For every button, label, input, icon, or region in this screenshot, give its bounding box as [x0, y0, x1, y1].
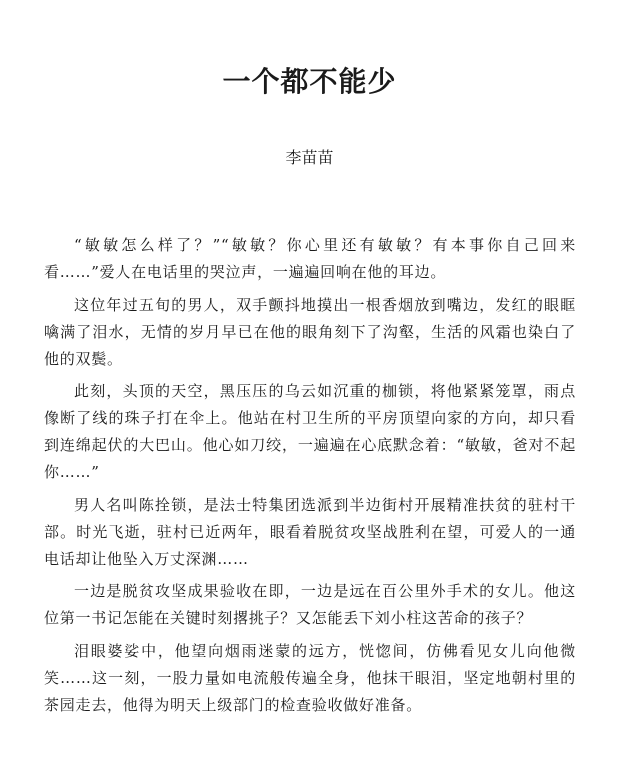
paragraph-2: 这位年过五旬的男人，双手颤抖地摸出一根香烟放到嘴边，发红的眼眶噙满了泪水，无情的岁月早已在他的眼角刻下了沟壑，生活的风霜也染白了他的双鬓。: [44, 295, 576, 368]
paragraph-4: 男人名叫陈拴锁，是法士特集团选派到半边街村开展精准扶贫的驻村干部。时光飞逝，驻村已近两年，眼看着脱贫攻坚战胜利在望，可爱人的一通电话却让他坠入万丈深渊……: [44, 495, 576, 568]
paragraph-3: 此刻，头顶的天空，黑压压的乌云如沉重的枷锁，将他紧紧笼罩，雨点像断了线的珠子打在伞上。他站在村卫生所的平房顶望向家的方向，却只看到连绵起伏的大巴山。他心如刀绞，一遍遍在心底默念着：“敏敏，爸对不起你……”: [44, 382, 576, 481]
article-body: [44, 232, 576, 724]
article-title: 一个都不能少: [222, 65, 397, 98]
paragraph-1: “敏敏怎么样了？”“敏敏？你心里还有敏敏？有本事你自己回来看……”爱人在电话里的哭泣声，一遍遍回响在他的耳边。: [44, 236, 576, 281]
paragraph-6: 泪眼婆娑中，他望向烟雨迷蒙的远方，恍惚间，仿佛看见女儿向他微笑……这一刻，一股力量如电流般传遍全身，他抹干眼泪，坚定地朝村里的茶园走去，他得为明天上级部门的检查验收做好准备。: [44, 641, 576, 714]
paragraph-5: 一边是脱贫攻坚成果验收在即，一边是远在百公里外手术的女儿。他这位第一书记怎能在关键时刻撂挑子？又怎能丢下刘小柱这苦命的孩子？: [44, 582, 576, 627]
article-author: 李苗苗: [285, 148, 334, 167]
